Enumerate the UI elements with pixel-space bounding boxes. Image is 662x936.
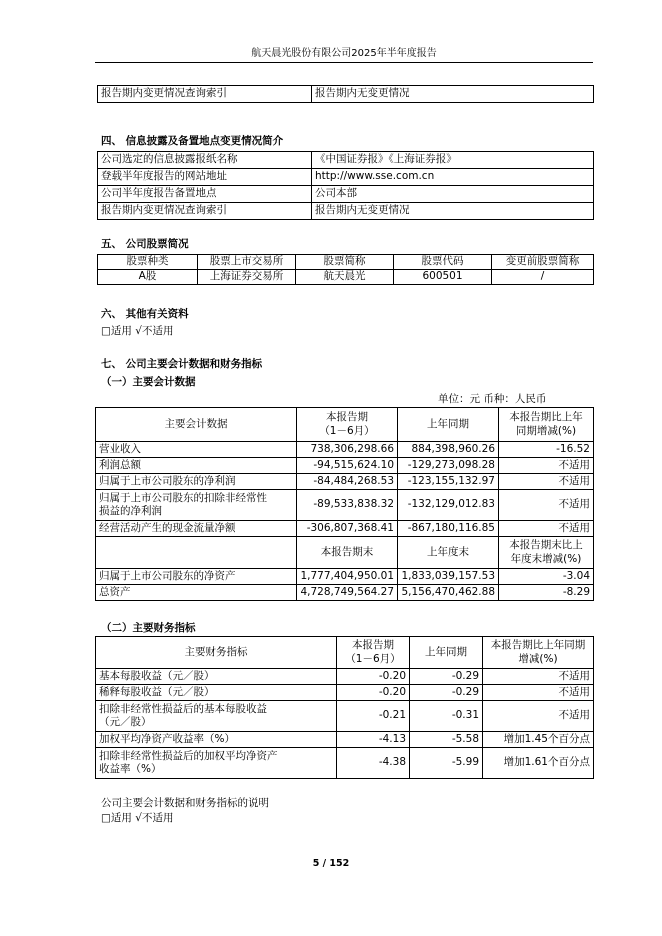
note-title: 公司主要会计数据和财务指标的说明: [101, 797, 269, 809]
table-header: 股票代码: [394, 255, 492, 270]
header-current-line2: （1－6月）: [345, 652, 401, 665]
row-current: -4.13: [337, 732, 410, 748]
header-prior: 上年同期: [398, 408, 499, 442]
header-change-line1: 本报告期比上年: [509, 411, 583, 424]
section7-sub1: （一）主要会计数据: [101, 376, 196, 388]
row-item: 经营活动产生的现金流量净额: [96, 521, 297, 537]
row-change: 不适用: [499, 458, 594, 474]
cell-label: 报告期内变更情况查询索引: [98, 86, 312, 103]
cell-value: 报告期内无变更情况: [312, 203, 594, 220]
header-change-line2: 同期增减(%): [515, 424, 577, 437]
table-row: [96, 569, 594, 585]
row-change: -8.29: [499, 585, 594, 601]
table-row: [96, 474, 594, 490]
table-row: [96, 521, 594, 537]
row-item: [96, 490, 297, 521]
header-change-end: [499, 537, 594, 569]
table-header: 股票种类: [98, 255, 198, 270]
page-header: 航天晨光股份有限公司2025年半年度报告: [251, 48, 437, 59]
row-current: 4,728,749,564.27: [297, 585, 398, 601]
row-item: 总资产: [96, 585, 297, 601]
header-current-line1: 本报告期: [352, 639, 394, 652]
table-row: [96, 669, 594, 685]
cell-value: 《中国证券报》《上海证券报》: [312, 152, 594, 169]
row-change: 不适用: [483, 685, 594, 701]
row-item-line1: 扣除非经常性损益后的基本每股收益: [99, 702, 267, 715]
table-row: [96, 490, 594, 521]
header-prior: 上年同期: [410, 637, 483, 669]
row-current: -84,484,268.53: [297, 474, 398, 490]
table-row: [96, 685, 594, 701]
accounting-data-table: [95, 407, 594, 601]
header-blank: [96, 537, 297, 569]
header-change-line1: 本报告期比上年同期: [490, 639, 586, 652]
row-current: -4.38: [337, 748, 410, 779]
website-link[interactable]: http://www.sse.com.cn: [312, 169, 594, 186]
table-row: [96, 748, 594, 779]
stock-table: [97, 254, 594, 285]
row-change: 不适用: [499, 521, 594, 537]
note-options: □适用 √不适用: [101, 812, 174, 824]
header-current: [297, 408, 398, 442]
row-item: 归属于上市公司股东的净资产: [96, 569, 297, 585]
row-item-line1: 扣除非经常性损益后的加权平均净资产: [99, 749, 278, 762]
header-divider: [95, 62, 593, 63]
section6-title: 六、 其他有关资料: [101, 308, 189, 320]
row-item-line1: 归属于上市公司股东的扣除非经常性: [99, 491, 267, 504]
row-item: 基本每股收益（元／股）: [96, 669, 337, 685]
table-cell: A股: [98, 270, 198, 285]
unit-label: 单位：元 币种：人民币: [438, 393, 547, 405]
row-current: -89,533,838.32: [297, 490, 398, 521]
row-current: -0.20: [337, 669, 410, 685]
header-current-line1: 本报告期: [326, 411, 368, 424]
table-header: 变更前股票简称: [492, 255, 594, 270]
table-cell: 航天晨光: [296, 270, 394, 285]
section4-title: 四、 信息披露及备置地点变更情况简介: [101, 135, 284, 147]
table-cell: 上海证券交易所: [198, 270, 296, 285]
row-current: -94,515,624.10: [297, 458, 398, 474]
row-item-line2: （元／股）: [99, 716, 152, 728]
row-change: 增加1.45个百分点: [483, 732, 594, 748]
row-prior: -129,273,098.28: [398, 458, 499, 474]
row-item: 营业收入: [96, 442, 297, 458]
row-prior: 5,156,470,462.88: [398, 585, 499, 601]
header-current: [337, 637, 410, 669]
page-number: 5 / 152: [312, 858, 350, 869]
row-change: -16.52: [499, 442, 594, 458]
row-prior: -123,155,132.97: [398, 474, 499, 490]
cell-label: 公司选定的信息披露报纸名称: [98, 152, 312, 169]
table-row: [96, 585, 594, 601]
section5-title: 五、 公司股票简况: [101, 238, 189, 250]
table-header: 股票简称: [296, 255, 394, 270]
table-row: [96, 442, 594, 458]
cell-label: 登载半年度报告的网站地址: [98, 169, 312, 186]
row-current: -0.21: [337, 701, 410, 732]
header-item: 主要会计数据: [96, 408, 297, 442]
header-current-end: 本报告期末: [297, 537, 398, 569]
table-header: 股票上市交易所: [198, 255, 296, 270]
row-prior: -132,129,012.83: [398, 490, 499, 521]
header-change-line2: 增减(%): [518, 652, 558, 665]
financial-indicators-table: [95, 636, 594, 779]
header-item: 主要财务指标: [96, 637, 337, 669]
row-prior: -0.29: [410, 685, 483, 701]
section7-sub2: （二）主要财务指标: [101, 622, 196, 634]
row-prior: -0.31: [410, 701, 483, 732]
row-prior: 1,833,039,157.53: [398, 569, 499, 585]
cell-value: 公司本部: [312, 186, 594, 203]
table-cell: /: [492, 270, 594, 285]
row-current: 738,306,298.66: [297, 442, 398, 458]
cell-value: 报告期内无变更情况: [312, 86, 594, 103]
header-current-line2: （1－6月）: [319, 424, 375, 437]
row-prior: -5.58: [410, 732, 483, 748]
disclosure-table: [97, 151, 594, 220]
row-item: 稀释每股收益（元／股）: [96, 685, 337, 701]
table-cell: 600501: [394, 270, 492, 285]
row-prior: -0.29: [410, 669, 483, 685]
row-current: -306,807,368.41: [297, 521, 398, 537]
row-item: [96, 748, 337, 779]
header-prior-end: 上年度末: [398, 537, 499, 569]
row-prior: 884,398,960.26: [398, 442, 499, 458]
row-item: [96, 701, 337, 732]
top-change-table: [97, 85, 594, 103]
row-change: 不适用: [499, 474, 594, 490]
header-change: [483, 637, 594, 669]
cell-label: 报告期内变更情况查询索引: [98, 203, 312, 220]
table-row: [96, 732, 594, 748]
row-item: 归属于上市公司股东的净利润: [96, 474, 297, 490]
header-change-end-line2: 年度末增减(%): [510, 552, 582, 565]
section7-title: 七、 公司主要会计数据和财务指标: [101, 358, 263, 370]
row-change: 不适用: [483, 701, 594, 732]
row-item: 利润总额: [96, 458, 297, 474]
row-prior: -5.99: [410, 748, 483, 779]
section6-options: □适用 √不适用: [101, 325, 174, 337]
row-change: 不适用: [499, 490, 594, 521]
row-item-line2: 损益的净利润: [99, 505, 162, 517]
row-item: 加权平均净资产收益率（%）: [96, 732, 337, 748]
header-change-end-line1: 本报告期末比上: [509, 539, 583, 552]
row-change: 增加1.61个百分点: [483, 748, 594, 779]
header-change: [499, 408, 594, 442]
row-prior: -867,180,116.85: [398, 521, 499, 537]
row-change: 不适用: [483, 669, 594, 685]
row-current: -0.20: [337, 685, 410, 701]
table-row: [96, 701, 594, 732]
row-change: -3.04: [499, 569, 594, 585]
row-item-line2: 收益率（%）: [99, 763, 162, 775]
cell-label: 公司半年度报告备置地点: [98, 186, 312, 203]
table-row: [96, 458, 594, 474]
row-current: 1,777,404,950.01: [297, 569, 398, 585]
